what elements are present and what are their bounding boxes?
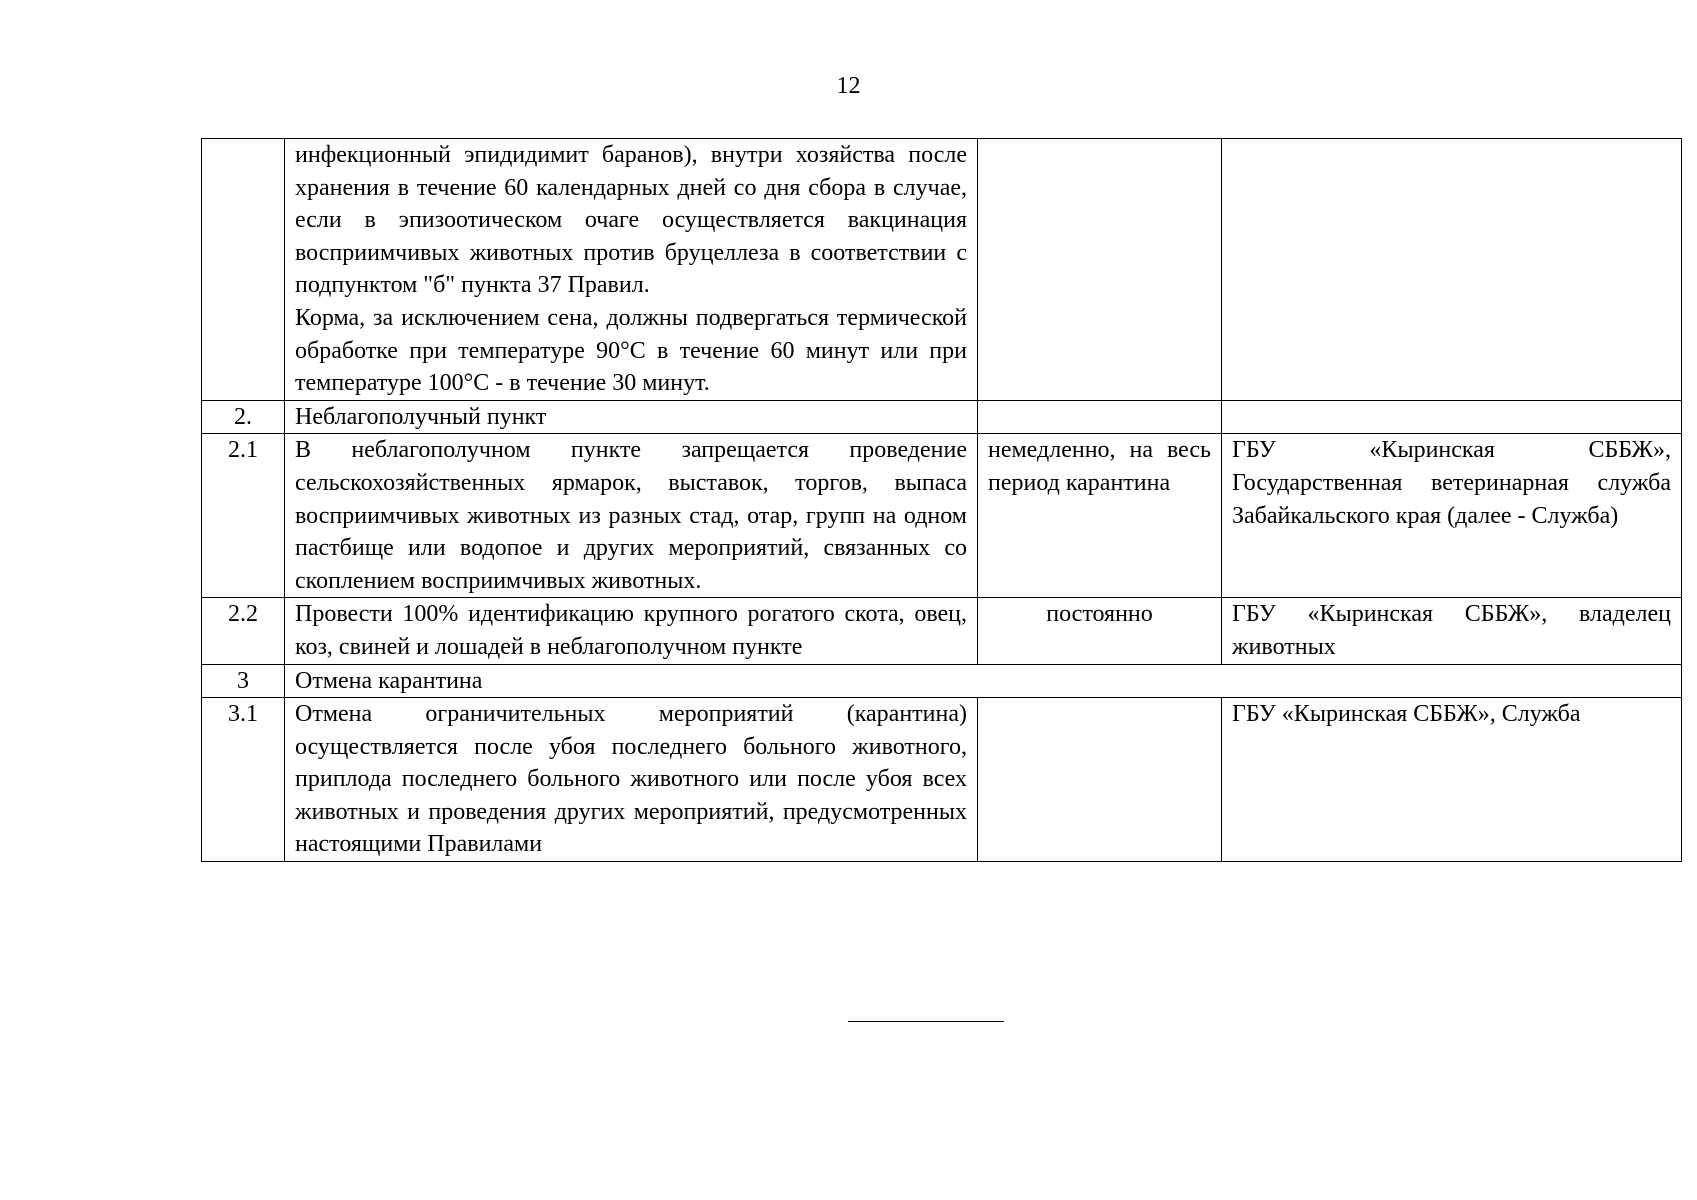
table-row <box>202 400 1682 434</box>
table-row <box>202 664 1682 698</box>
responsible-cell <box>1222 400 1682 434</box>
term-cell <box>978 400 1222 434</box>
page-number: 12 <box>836 73 861 99</box>
row-number: 2.1 <box>202 434 285 598</box>
responsible-cell: ГБУ «Кыринская СББЖ», Государственная ветеринарная служба Забайкальского края (далее - Служба) <box>1222 434 1682 598</box>
table-row <box>202 598 1682 664</box>
event-text: Корма, за исключением сена, должны подвергаться термической обработке при температуре 90°С в течение 60 минут или при температуре 100°С - в течение 30 минут. <box>295 304 967 397</box>
table-row <box>202 698 1682 862</box>
event-cell: Провести 100% идентификацию крупного рогатого скота, овец, коз, свиней и лошадей в неблагополучном пункте <box>285 598 978 664</box>
row-number: 2. <box>202 400 285 434</box>
term-cell: немедленно, на весь период карантина <box>978 434 1222 598</box>
term-cell <box>978 139 1222 401</box>
section-title: Неблагополучный пункт <box>285 400 978 434</box>
responsible-cell: ГБУ «Кыринская СББЖ», владелец животных <box>1222 598 1682 664</box>
term-cell <box>978 698 1222 862</box>
table-row <box>202 434 1682 598</box>
responsible-cell: ГБУ «Кыринская СББЖ», Служба <box>1222 698 1682 862</box>
event-cell <box>285 139 978 401</box>
row-number: 3.1 <box>202 698 285 862</box>
event-cell: В неблагополучном пункте запрещается проведение сельскохозяйственных ярмарок, выставок, торгов, выпаса восприимчивых животных из разных стад, отар, групп на одном пастбище или водопое и других мероприятий, связанных со скоплением восприимчивых животных. <box>285 434 978 598</box>
row-number: 3 <box>202 664 285 698</box>
row-number: 2.2 <box>202 598 285 664</box>
event-text: инфекционный эпидидимит баранов), внутри хозяйства после хранения в течение 60 календарных дней со дня сбора в случае, если в эпизоотическом очаге осуществляется вакцинация восприимчивых животных против бруцеллеза в соответствии с подпунктом "б" пункта 37 Правил. <box>295 142 967 299</box>
section-title: Отмена карантина <box>285 664 1682 698</box>
end-divider <box>848 1021 1004 1022</box>
table-row <box>202 139 1682 401</box>
row-number <box>202 139 285 401</box>
measures-table <box>201 138 1682 862</box>
responsible-cell <box>1222 139 1682 401</box>
term-cell: постоянно <box>978 598 1222 664</box>
event-cell: Отмена ограничительных мероприятий (карантина) осуществляется после убоя последнего больного животного, приплода последнего больного животного или после убоя всех животных и проведения других мероприятий, предусмотренных настоящими Правилами <box>285 698 978 862</box>
